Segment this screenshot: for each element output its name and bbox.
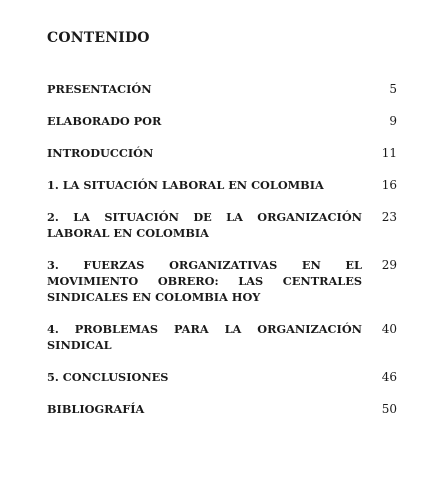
toc-entry-title: 5. CONCLUSIONES <box>47 370 169 384</box>
toc-entry-page: 29 <box>381 258 397 272</box>
toc-entry-title: 3. FUERZAS ORGANIZATIVAS EN EL MOVIMIENTO OBRERO: LAS CENTRALES SINDICALES EN COLOMBIA HOY <box>47 258 362 304</box>
toc-entry-title: INTRODUCCIÓN <box>47 146 154 160</box>
toc-entry-page: 50 <box>381 402 397 416</box>
toc-heading: CONTENIDO <box>47 30 150 46</box>
toc-entry-title: PRESENTACIÓN <box>47 82 152 96</box>
toc-entry-page: 11 <box>381 146 397 160</box>
toc-entry-page: 9 <box>389 114 397 128</box>
table-of-contents <box>47 81 397 433</box>
toc-entry-page: 40 <box>381 322 397 336</box>
toc-entry-chapter-5 <box>47 369 397 385</box>
toc-entry-title: 2. LA SITUACIÓN DE LA ORGANIZACIÓN LABORAL EN COLOMBIA <box>47 210 362 240</box>
toc-entry-chapter-3 <box>47 257 397 305</box>
toc-entry-title: 1. LA SITUACIÓN LABORAL EN COLOMBIA <box>47 178 324 192</box>
toc-entry-title: BIBLIOGRAFÍA <box>47 402 145 416</box>
toc-entry-page: 5 <box>389 82 397 96</box>
toc-entry-chapter-2 <box>47 209 397 241</box>
toc-entry-elaborado-por <box>47 113 397 129</box>
toc-entry-page: 23 <box>381 210 397 224</box>
toc-entry-bibliografia <box>47 401 397 417</box>
toc-entry-introduccion <box>47 145 397 161</box>
toc-entry-title: ELABORADO POR <box>47 114 162 128</box>
toc-entry-chapter-1 <box>47 177 397 193</box>
toc-entry-page: 16 <box>381 178 397 192</box>
toc-entry-chapter-4 <box>47 321 397 353</box>
toc-entry-page: 46 <box>381 370 397 384</box>
toc-entry-title: 4. PROBLEMAS PARA LA ORGANIZACIÓN SINDICAL <box>47 322 362 352</box>
toc-entry-presentacion <box>47 81 397 97</box>
